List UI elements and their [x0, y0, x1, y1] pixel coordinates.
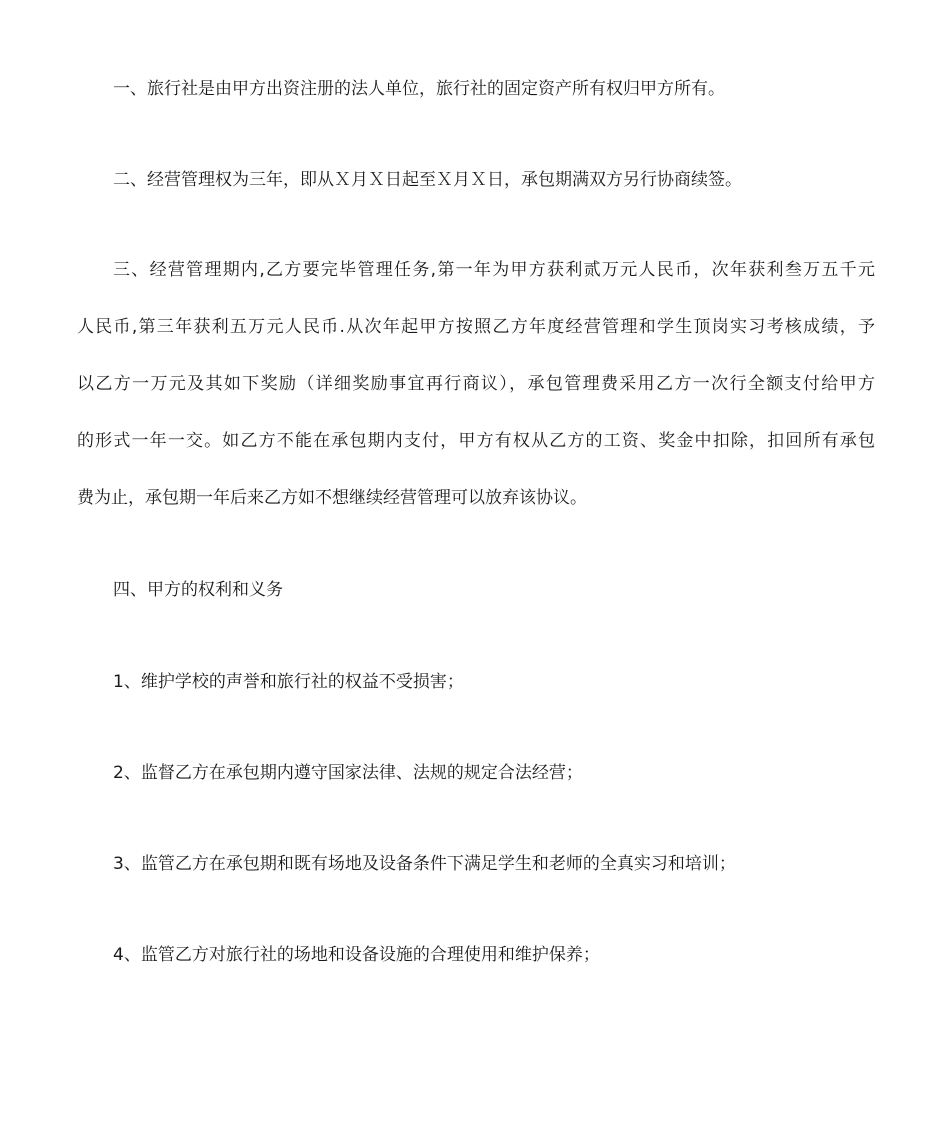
paragraph-4-heading	[77, 578, 911, 602]
paragraph-7-line-1: 3、监管乙方在承包期和既有场地及设备条件下满足学生和老师的全真实习和培训；	[113, 854, 736, 874]
paragraph-2-line-1: 二、经营管理权为三年，即从Ｘ月Ｘ日起至Ｘ月Ｘ日，承包期满双方另行协商续签。	[113, 170, 742, 190]
paragraph-3-line-4: 的形式一年一交。如乙方不能在承包期内支付，甲方有权从乙方的工资、奖金中扣除，扣回所有承包	[77, 431, 875, 451]
paragraph-3-line-3: 以乙方一万元及其如下奖励（详细奖励事宜再行商议），承包管理费采用乙方一次行全额支付给甲方	[77, 374, 875, 394]
paragraph-4-line-1: 四、甲方的权利和义务	[113, 580, 283, 600]
paragraph-2	[77, 168, 911, 192]
paragraph-7	[77, 852, 911, 876]
paragraph-1-line-1: 一、旅行社是由甲方出资注册的法人单位，旅行社的固定资产所有权归甲方所有。	[113, 79, 725, 99]
paragraph-3-line-2: 人民币,第三年获利五万元人民币.从次年起甲方按照乙方年度经营管理和学生顶岗实习考核成绩，予	[77, 317, 875, 337]
paragraph-8-line-1: 4、监管乙方对旅行社的场地和设备设施的合理使用和维护保养；	[113, 945, 600, 965]
paragraph-3-line-5: 费为止，承包期一年后来乙方如不想继续经营管理可以放弃该协议。	[77, 488, 587, 508]
paragraph-5-line-1: 1、维护学校的声誉和旅行社的权益不受损害；	[113, 672, 464, 692]
paragraph-3	[77, 242, 875, 527]
paragraph-8	[77, 943, 911, 967]
paragraph-6	[77, 761, 911, 785]
paragraph-6-line-1: 2、监督乙方在承包期内遵守国家法律、法规的规定合法经营；	[113, 763, 583, 783]
paragraph-3-line-1: 三、经营管理期内,乙方要完毕管理任务,第一年为甲方获利贰万元人民币，次年获利叁万五千元	[113, 260, 875, 280]
paragraph-5	[77, 670, 911, 694]
paragraph-1	[77, 77, 911, 101]
